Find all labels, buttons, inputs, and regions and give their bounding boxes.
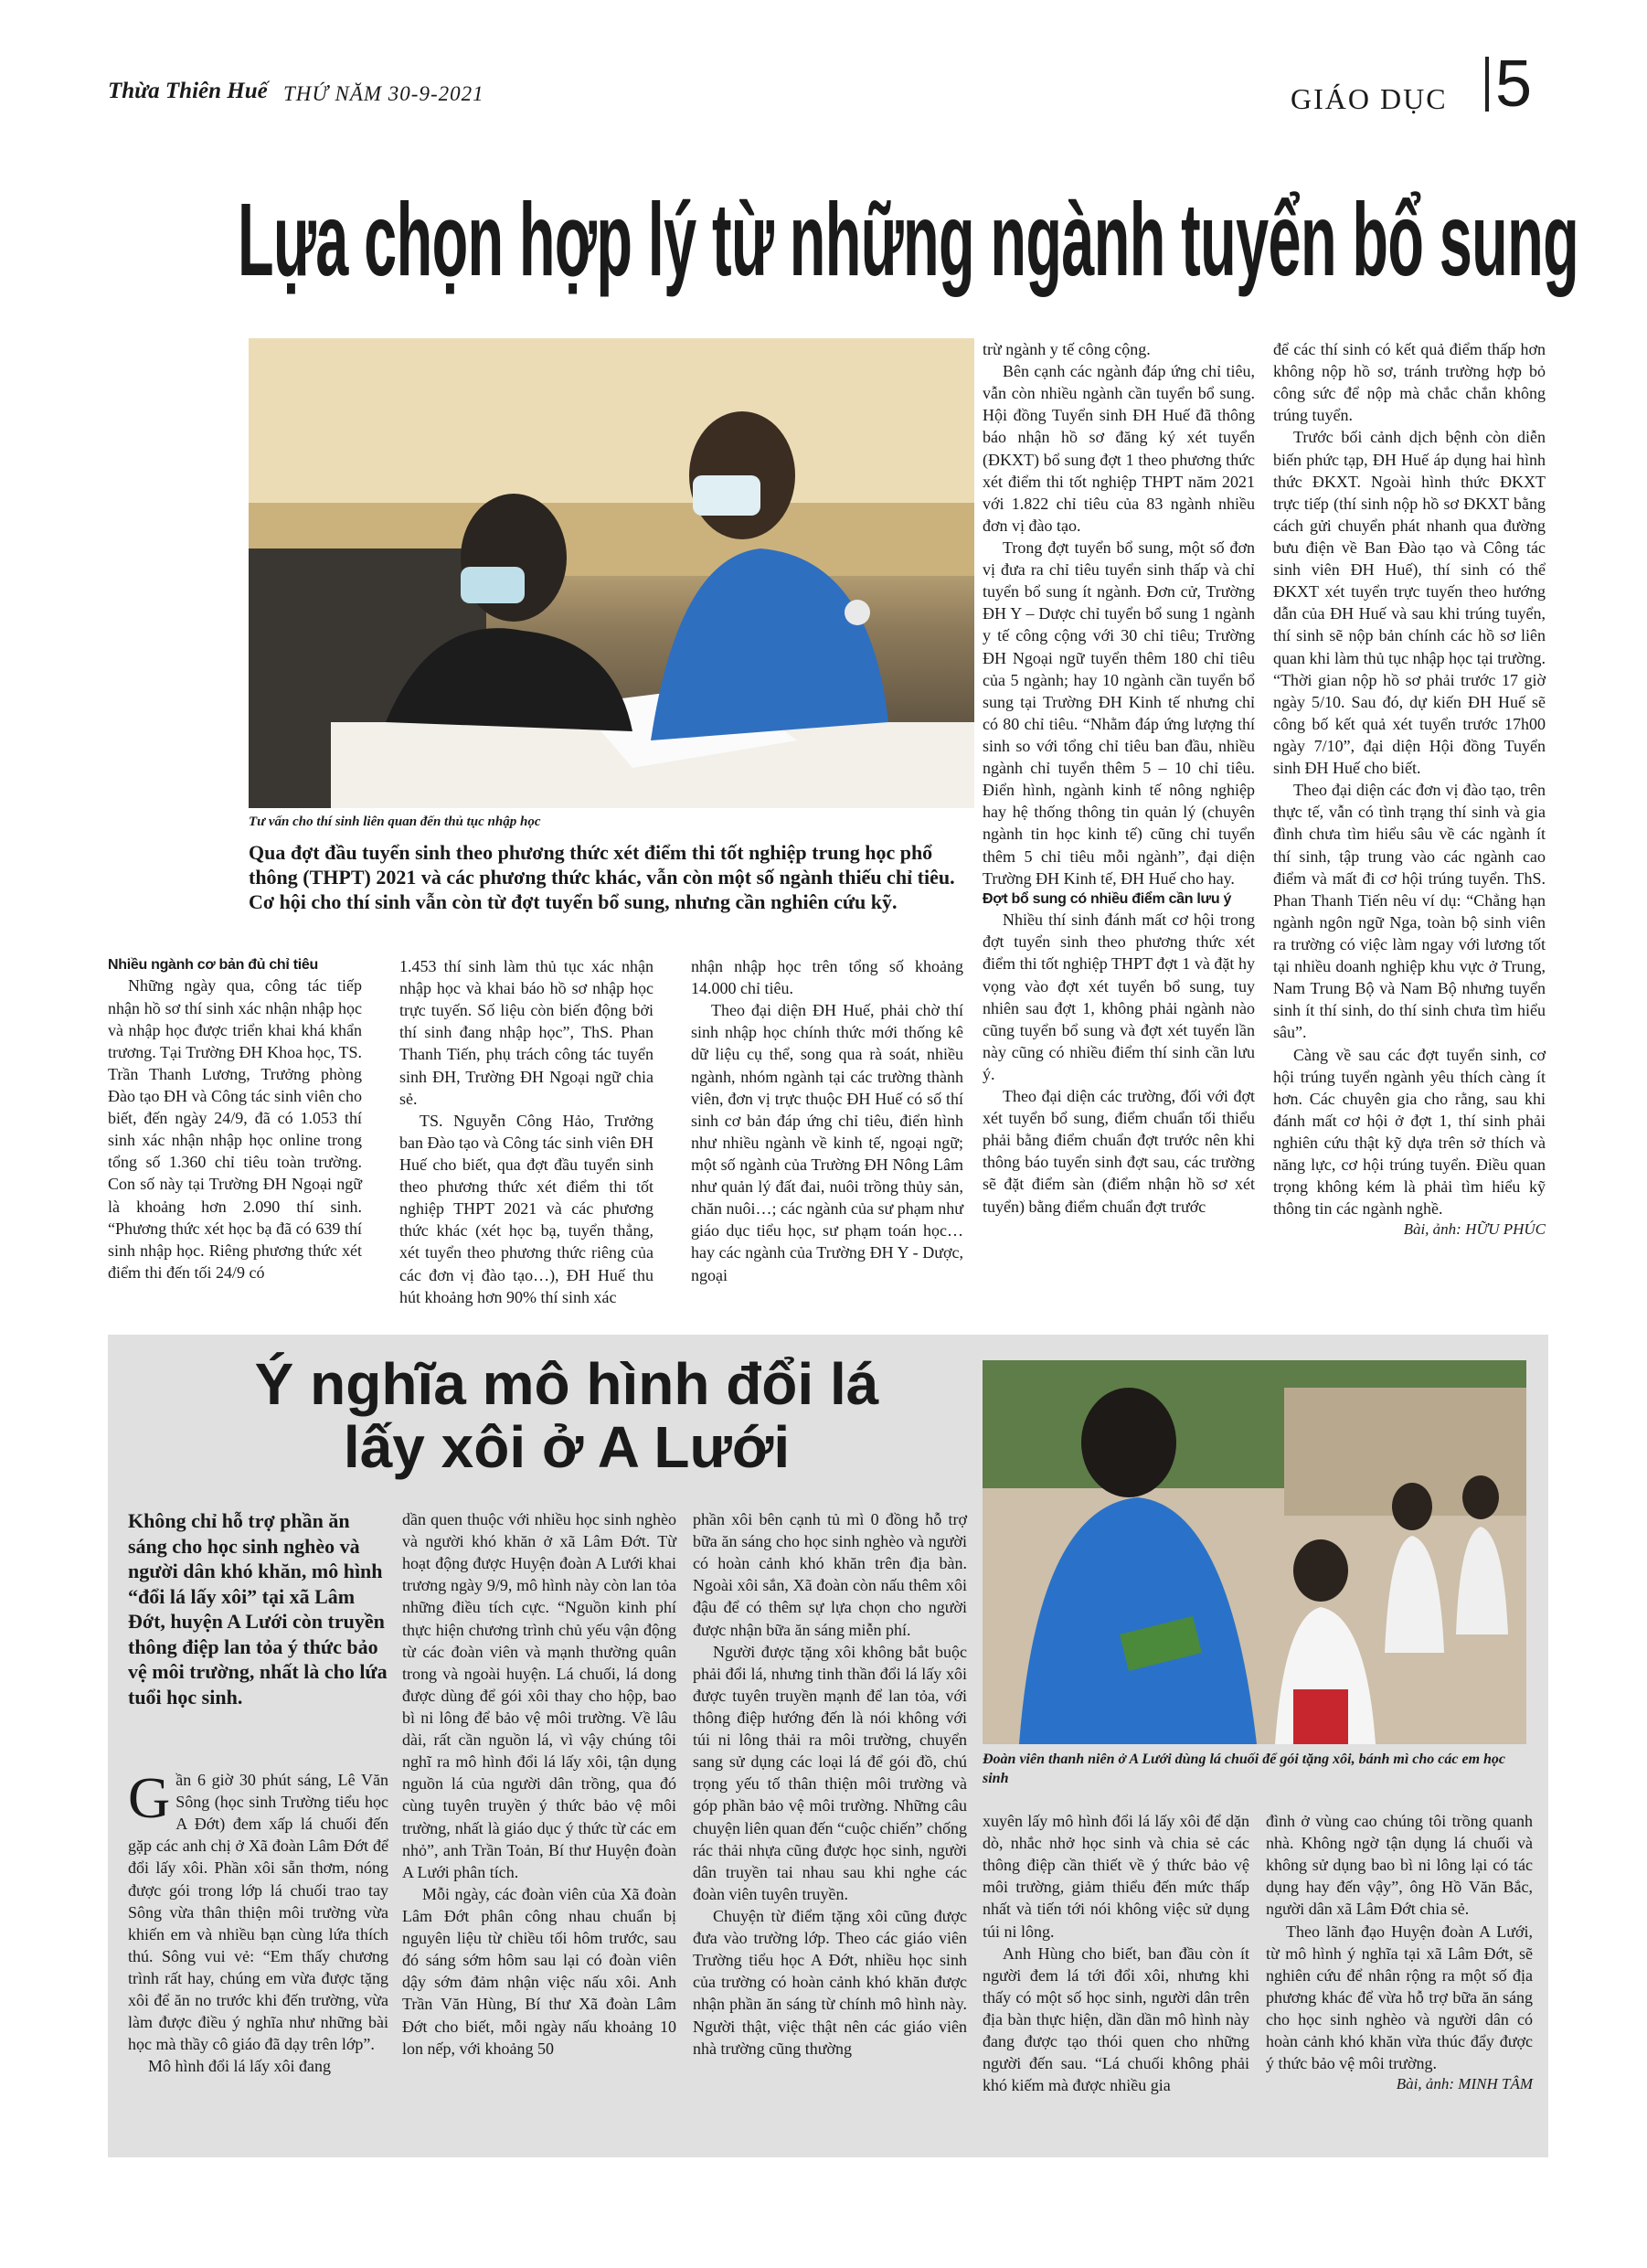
article2-paragraph: Chuyện từ điểm tặng xôi cũng được đưa vào trường lớp. Theo các giáo viên Trường tiểu học A Đớt, nhiều học sinh của trường có hoàn cảnh khó khăn được nhận phần ăn sáng từ chính mô hình này. Người thật, việc thật nên các giáo viên nhà trường cũng thường <box>693 1906 967 2058</box>
article2-paragraph: Mỗi ngày, các đoàn viên của Xã đoàn Lâm Đớt phân công nhau chuẩn bị nguyên liệu từ chiều tối hôm trước, sau đó sáng sớm hôm sau lại có đoàn viên dậy sớm đảm nhận việc nấu xôi. Anh Trần Văn Hùng, Bí thư Xã đoàn Lâm Đớt cho biết, mỗi ngày nấu khoảng 10 lon nếp, với khoảng 50 <box>402 1884 676 2058</box>
article1-column-3 <box>691 955 963 1286</box>
article1-paragraph: Càng về sau các đợt tuyển sinh, cơ hội trúng tuyển ngành yêu thích càng ít hơn. Các chuyên gia cho rằng, sau khi đánh mất cơ hội ở đợt 1, thí sinh phải nghiên cứu thật kỹ dựa trên sở thích và năng lực, cơ hội trúng tuyển. Điều quan trọng không kém là phải tìm hiểu kỹ thông tin các ngành nghề. <box>1273 1045 1546 1219</box>
article2-paragraph: đình ở vùng cao chúng tôi trồng quanh nhà. Không ngờ tận dụng lá chuối và không sử dụng bao bì ni lông lại có tác dụng hay đến vậy”, ông Hồ Văn Bắc, người dân xã Lâm Đớt chia sẻ. <box>1266 1812 1533 1919</box>
article2-paragraph: phần xôi bên cạnh tủ mì 0 đồng hỗ trợ bữa ăn sáng cho học sinh nghèo và người có hoàn cảnh khó khăn trên địa bàn. Ngoài xôi sắn, Xã đoàn còn nấu thêm xôi đậu để có thêm sự lựa chọn cho người được nhận bữa ăn sáng miễn phí. <box>693 1510 967 1639</box>
article1-paragraph: Nhiều thí sinh đánh mất cơ hội trong đợt tuyển sinh theo phương thức xét điểm thi tốt nghiệp THPT đợt 1 và đặt hy vọng vào đợt xét tuyển bổ sung, tuy nhiên sau đợt 1, không phải ngành nào cũng tuyển bổ sung và đợt xét tuyển lần này cũng có nhiều điểm thí sinh cần lưu ý. <box>983 910 1255 1083</box>
article1-subheading-1: Nhiều ngành cơ bản đủ chỉ tiêu <box>108 957 318 973</box>
article2-opening-text: ần 6 giờ 30 phút sáng, Lê Văn Sông (học sinh Trường tiểu học A Đớt) đem xấp lá chuối đến gặp các anh chị ở Xã đoàn Lâm Đớt để đổi lấy xôi. Phần xôi sẵn thơm, nóng được gói trong lớp lá chuối trao tay Sông vừa thân thiện môi trường vừa khiến em và nhiều bạn cùng lứa thích thú. Sông vui vẻ: “Em thấy chương trình rất hay, chúng em vừa được tặng xôi để ăn no trước khi đến trường, vừa làm được điều ý nghĩa như những bài học mà thầy cô giáo đã dạy trên lớp”. <box>128 1771 388 2054</box>
article1-subheading-2: Đợt bổ sung có nhiều điểm cần lưu ý <box>983 890 1232 907</box>
article1-paragraph: Theo đại diện ĐH Huế, phải chờ thí sinh nhập học chính thức mới thống kê dữ liệu cụ thể, song qua rà soát, nhiều ngành, nhóm ngành tại các trường thành viên, đơn vị trực thuộc ĐH Huế có số thí sinh cơ bản đáp ứng chỉ tiêu, điển hình như nhiều ngành về kinh tế, ngoại ngữ; một số ngành của Trường ĐH Nông Lâm như quản lý đất đai, nuôi trồng thủy sản, chăn nuôi…; các ngành của sư phạm như giáo dục tiểu học, sư phạm toán học… hay các ngành của Trường ĐH Y - Dược, ngoại <box>691 1001 963 1284</box>
article2-column-3 <box>693 1508 967 2060</box>
article2-title-line-1: Ý nghĩa mô hình đổi lá <box>254 1351 879 1417</box>
article1-paragraph: Những ngày qua, công tác tiếp nhận hồ sơ thí sinh xác nhận nhập học và nhập học được triển khai khá khẩn trương. Tại Trường ĐH Khoa học, TS. Trần Thanh Lương, Trưởng phòng Đào tạo ĐH và Công tác sinh viên cho biết, đến ngày 24/9, đã có 1.053 thí sinh xác nhận nhập học online trong tổng số 1.360 chỉ tiêu toàn trường. Con số này tại Trường ĐH Ngoại ngữ là khoảng hơn 2.090 thí sinh. “Phương thức xét học bạ đã có 639 thí sinh nhập học. Riêng phương thức xét điểm thi đến tối 24/9 có <box>108 976 362 1282</box>
article1-paragraph: Trong đợt tuyển bổ sung, một số đơn vị đưa ra chỉ tiêu tuyển sinh thấp và chỉ tuyển bổ sung ít ngành. Đơn cử, Trường ĐH Y – Dược chỉ tuyển bổ sung 1 ngành y tế công cộng với 30 chỉ tiêu; Trường ĐH Ngoại ngữ tuyển thêm 180 chỉ tiêu của 5 ngành; hay 10 ngành cần tuyển bổ sung tại Trường ĐH Kinh tế nhưng chỉ có 80 chỉ tiêu. “Nhằm đáp ứng lượng thí sinh so với tổng chỉ tiêu ban đầu, nhiều ngành chỉ tuyển thêm 5 – 10 chỉ tiêu. Điển hình, ngành kinh tế nông nghiệp hay hệ thống thông tin quản lý (chuyên ngành tin học kinh tế) cũng chỉ tuyển thêm 5 chỉ tiêu mỗi ngành”, đại diện Trường ĐH Kinh tế, ĐH Huế cho hay. <box>983 538 1255 888</box>
article1-paragraph: TS. Nguyễn Công Hảo, Trưởng ban Đào tạo và Công tác sinh viên ĐH Huế cho biết, qua đợt đầu tuyển sinh theo phương thức xét điểm thi tốt nghiệp THPT 2021 và các phương thức khác (xét học bạ, tuyển thẳng, xét tuyển theo phương thức riêng của các đơn vị đào tạo…), ĐH Huế thu hút khoảng hơn 90% thí sinh xác <box>399 1111 653 1306</box>
article1-paragraph: Bên cạnh các ngành đáp ứng chỉ tiêu, vẫn còn nhiều ngành cần tuyển bổ sung. Hội đồng Tuyển sinh ĐH Huế đã thông báo nhận hồ sơ đăng ký xét tuyển (ĐKXT) bổ sung đợt 1 theo phương thức xét điểm thi tốt nghiệp THPT năm 2021 với 1.822 chỉ tiêu của 83 ngành nhiều đơn vị đào tạo. <box>983 362 1255 535</box>
article1-photo-caption: Tư vấn cho thí sinh liên quan đến thủ tục nhập học <box>249 815 541 829</box>
article2-column-1 <box>128 1765 388 2078</box>
article1-byline: Bài, ảnh: HỮU PHÚC <box>1403 1220 1546 1239</box>
article1-paragraph: để các thí sinh có kết quả điểm thấp hơn không nộp hồ sơ, tránh trường hợp bỏ công sức để nộp mà chắc chắn không trúng tuyển. <box>1273 340 1546 425</box>
article2-byline: Bài, ảnh: MINH TÂM <box>1396 2075 1533 2093</box>
article1-photo <box>249 338 974 808</box>
article2-paragraph <box>128 1765 388 2055</box>
article2-photo-caption: Đoàn viên thanh niên ở A Lưới dùng lá chuối để gói tặng xôi, bánh mì cho các em học sinh <box>983 1752 1506 1786</box>
page-number: 5 <box>1495 48 1533 121</box>
article2-title <box>137 1353 996 1479</box>
article2-photo-illustration <box>983 1360 1526 1744</box>
article2-lede: Không chỉ hỗ trợ phần ăn sáng cho học sinh nghèo và người dân khó khăn, mô hình “đổi lá lấy xôi” tại xã Lâm Đớt, huyện A Lưới còn truyền thông điệp lan tỏa ý thức bảo vệ môi trường, nhất là cho lứa tuổi học sinh. <box>128 1509 388 1709</box>
article2-paragraph: xuyên lấy mô hình đổi lá lấy xôi để dặn dò, nhắc nhở học sinh và chia sẻ các thông điệp cần thiết về ý thức bảo vệ môi trường, giảm thiểu đến mức thấp nhất và tiến tới nói không việc sử dụng túi ni lông. <box>983 1812 1249 1941</box>
section-title: GIÁO DỤC <box>1291 82 1448 115</box>
article1-paragraph: Theo đại diện các đơn vị đào tạo, trên thực tế, vẫn có tình trạng thí sinh và gia đình chưa tìm hiểu sâu về các ngành ít thí sinh, tập trung vào các ngành cao điểm và mất đi cơ hội trúng tuyển. ThS. Phan Thanh Tiến nêu ví dụ: “Chẳng hạn ngành ngôn ngữ Nga, toàn bộ sinh viên ra trường có việc làm ngay với lương tốt tại nhiều doanh nghiệp khu vực ở Trung, Nam Trung Bộ và Nam Bộ nhưng tuyển sinh ít thí sinh, do thí sinh chưa tìm hiểu sâu”. <box>1273 781 1546 1042</box>
article2-paragraph: Mô hình đổi lá lấy xôi đang <box>148 2057 331 2076</box>
issue-date: THỨ NĂM 30-9-2021 <box>283 82 484 105</box>
article2-column-5 <box>1266 1810 1533 2095</box>
article1-column-2 <box>399 955 653 1308</box>
article2-paragraph: Người được tặng xôi không bắt buộc phải đổi lá, nhưng tinh thần đổi lá lấy xôi được tuyên truyền mạnh để lan tỏa, với thông điệp hướng đến là nói không với túi ni lông thải ra môi trường, chuyển sang sử dụng các loại lá để gói đồ, chú trọng yếu tố thân thiện môi trường và góp phần bảo vệ môi trường. Những câu chuyện liên quan đến “cuộc chiến” chống rác thải nhựa cũng được học sinh, người dân truyền tai nhau sau khi nghe các đoàn viên tuyên truyền. <box>693 1642 967 1903</box>
article1-title: Lựa chọn hợp lý từ những ngành tuyển bổ sung <box>238 180 1579 297</box>
article1-column-5 <box>1273 338 1546 1240</box>
article2-paragraph: dần quen thuộc với nhiều học sinh nghèo và người khó khăn ở xã Lâm Đớt. Từ hoạt động được Huyện đoàn A Lưới khai trương ngày 9/9, mô hình này còn lan tỏa những điều tích cực. “Nguồn kinh phí thực hiện chương trình chủ yếu vận động từ các đoàn viên và mạnh thường quân trong và ngoài huyện. Lá chuối, lá dong được dùng để gói xôi thay cho hộp, bao bì ni lông để bảo vệ môi trường. Về lâu dài, rất cần nguồn lá, vì vậy chúng tôi nghĩ ra mô hình đổi lá lấy xôi, tận dụng nguồn lá của người dân trồng, qua đó cùng tuyên truyền ý thức bảo vệ môi trường, nhất là giáo dục ý thức từ các em nhỏ”, anh Trần Toản, Bí thư Huyện đoàn A Lưới phân tích. <box>402 1510 676 1881</box>
article2-dropcap: G <box>128 1765 171 1830</box>
article2-paragraph: Anh Hùng cho biết, ban đầu còn ít người đem lá tới đổi xôi, nhưng khi thấy có một số học sinh, người dân trên địa bàn thực hiện, dần dần mô hình này đang được tạo thói quen cho những người đến sau. “Lá chuối không phải khó kiếm mà được nhiều gia <box>983 1943 1249 2095</box>
header-divider <box>1485 57 1489 112</box>
article2-title-line-2: lấy xôi ở A Lưới <box>343 1414 791 1481</box>
article2-column-4 <box>983 1810 1249 2096</box>
newspaper-name: Thừa Thiên Huế <box>108 79 268 103</box>
article1-paragraph: Theo đại diện các trường, đối với đợt xét tuyển bổ sung, điểm chuẩn tối thiểu phải bằng điểm chuẩn đợt trước nên khi thông báo tuyển sinh đợt sau, các trường sẽ đặt điểm sàn (điểm nhận hồ sơ xét tuyển) bằng điểm chuẩn đợt trước <box>983 1087 1255 1216</box>
article2-column-2 <box>402 1508 676 2060</box>
article2-paragraph: Theo lãnh đạo Huyện đoàn A Lưới, từ mô hình ý nghĩa tại xã Lâm Đớt, sẽ nghiên cứu để nhân rộng ra một số địa phương khác để vừa hỗ trợ bữa ăn sáng cho học sinh nghèo và người dân có hoàn cảnh khó khăn vừa thúc đẩy được ý thức bảo vệ môi trường. <box>1266 1922 1533 2073</box>
article2-photo <box>983 1360 1526 1744</box>
article1-lede: Qua đợt đầu tuyển sinh theo phương thức xét điểm thi tốt nghiệp trung học phổ thông (THPT) 2021 và các phương thức khác, vẫn còn một số ngành thiếu chỉ tiêu. Cơ hội cho thí sinh vẫn còn từ đợt tuyển bổ sung, nhưng cần nghiên cứu kỹ. <box>249 841 955 913</box>
article1-paragraph: 1.453 thí sinh làm thủ tục xác nhận nhập học và khai báo hồ sơ nhập học trực tuyến. Số liệu còn biến động bởi thí sinh đang nhập học”, ThS. Phan Thanh Tiến, phụ trách công tác tuyển sinh ĐH, Trường ĐH Ngoại ngữ chia sẻ. <box>399 957 653 1108</box>
article1-paragraph: nhận nhập học trên tổng số khoảng 14.000 chỉ tiêu. <box>691 957 963 998</box>
article1-column-1 <box>108 955 362 1283</box>
article1-paragraph: Trước bối cảnh dịch bệnh còn diễn biến phức tạp, ĐH Huế áp dụng hai hình thức ĐKXT. Ngoài hình thức ĐKXT trực tiếp (thí sinh nộp hồ sơ ĐKXT bằng cách gửi chuyển phát nhanh qua đường bưu điện về Ban Đào tạo và Công tác sinh viên ĐH Huế), thí sinh có thể ĐKXT xét tuyển trực tuyến theo hướng dẫn của ĐH Huế và sau khi trúng tuyển, thí sinh sẽ nộp bản chính các hồ sơ liên quan khi làm thủ tục nhập học tại trường. “Thời gian nộp hồ sơ phải trước 17 giờ ngày 5/10. Sau đó, dự kiến ĐH Huế sẽ công bố kết quả xét tuyển trước 17h00 ngày 7/10”, đại diện Hội đồng Tuyển sinh ĐH Huế cho biết. <box>1273 428 1546 778</box>
article1-paragraph: trừ ngành y tế công cộng. <box>983 340 1151 358</box>
article1-column-4 <box>983 338 1255 1218</box>
article1-photo-illustration <box>249 338 974 808</box>
